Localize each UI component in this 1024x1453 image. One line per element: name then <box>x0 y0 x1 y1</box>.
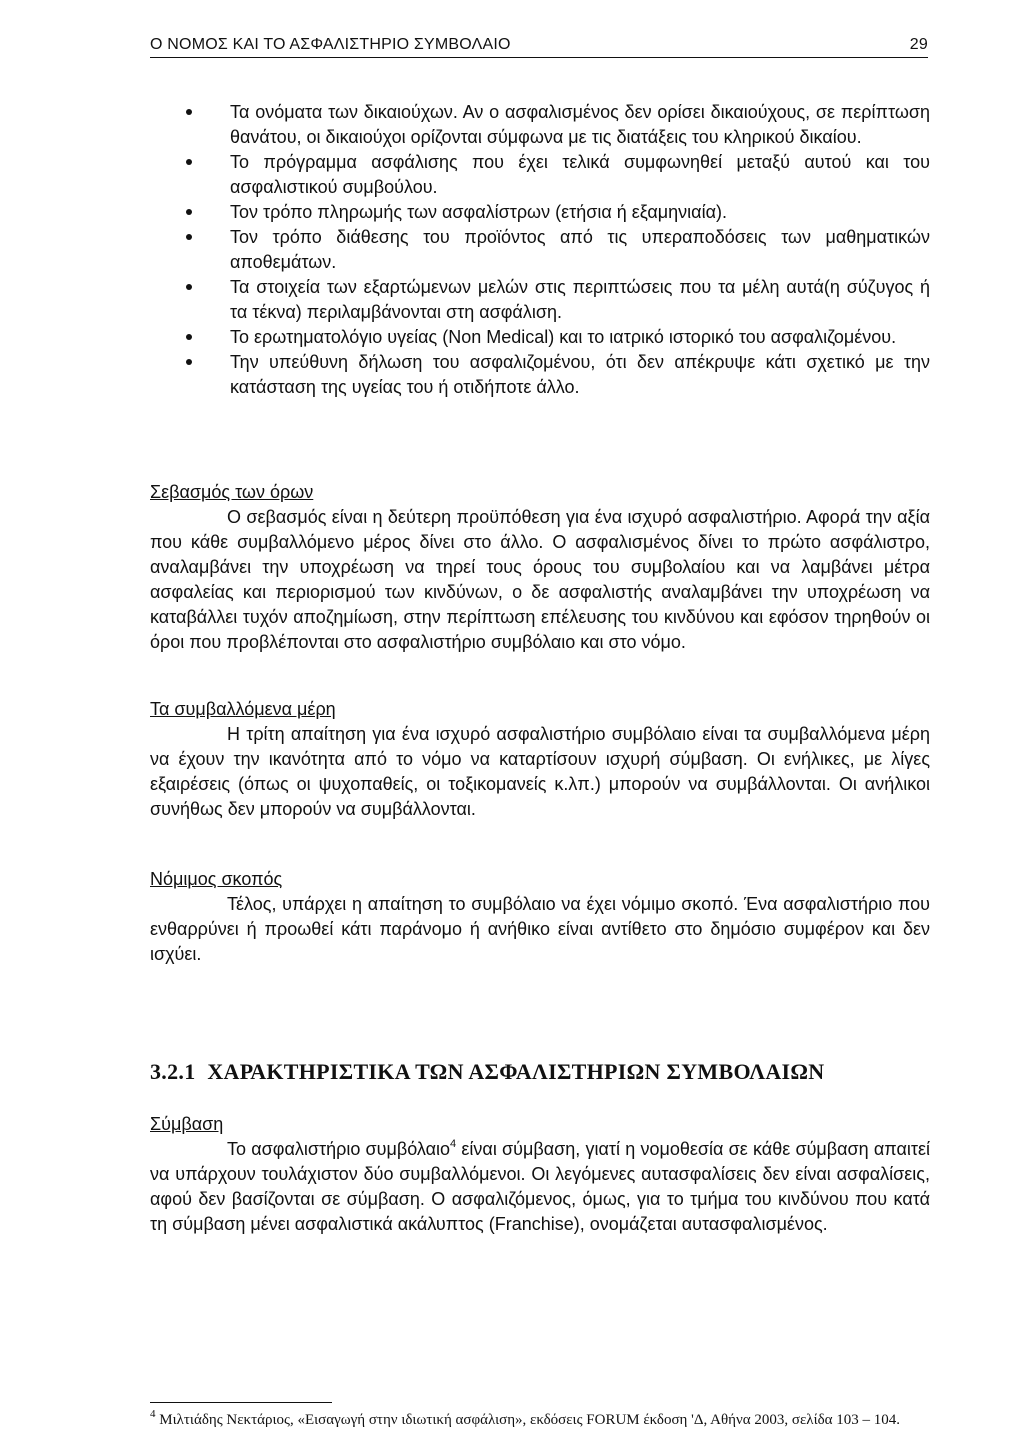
section-heading: Τα συμβαλλόμενα μέρη <box>150 699 336 719</box>
footnote-reference[interactable]: 4 <box>450 1138 457 1150</box>
section-paragraph: Τέλος, υπάρχει η απαίτηση το συμβόλαιο να έχει νόμιμο σκοπό. Ένα ασφαλιστήριο που ενθαρρύνει ή προωθεί κάτι παράνομο ή ανήθικο είναι αντίθετο στο δημόσιο συμφέρον και δεν ισχύει. <box>150 894 930 964</box>
page-number: 29 <box>909 36 928 53</box>
list-item-text: Τα στοιχεία των εξαρτώμενων μελών στις περιπτώσεις που τα μέλη αυτά(η σύζυγος ή τα τέκνα) περιλαμβάνονται στη ασφάλιση. <box>230 277 930 322</box>
paragraph-text-end: είναι σύμβαση, γιατί η νομοθεσία σε κάθε σύμβαση απαιτεί να υπάρχουν τουλάχιστον δύο συμβαλλόμενοι. Οι λεγόμενες αυτασφαλίσεις δεν είναι ασφαλίσεις, αφού δεν βασίζονται σε σύμβαση. Ο ασφαλιζόμενος, όμως, για το τμήμα του κινδύνου που κατά τη σύμβαση μένει ασφαλιστικά ακάλυπτος (Franchise), ονομάζεται αυτασφαλισμένος. <box>150 1139 930 1234</box>
bullet-icon <box>186 109 192 115</box>
footnote <box>150 1410 930 1431</box>
section-lawful-purpose <box>150 867 930 967</box>
section-heading: Νόμιμος σκοπός <box>150 869 283 889</box>
section-heading: Σεβασμός των όρων <box>150 482 314 502</box>
footnote-marker: 4 <box>150 1408 156 1420</box>
section-contract <box>150 1112 930 1237</box>
list-item-text: Την υπεύθυνη δήλωση του ασφαλιζομένου, ότι δεν απέκρυψε κάτι σχετικό με την κατάσταση της υγείας του ή οτιδήποτε άλλο. <box>230 352 930 397</box>
list-item-text: Το ερωτηματολόγιο υγείας (Non Medical) και το ιατρικό ιστορικό του ασφαλιζομένου. <box>230 327 897 347</box>
list-item <box>150 225 930 275</box>
bullet-icon <box>186 159 192 165</box>
bullet-icon <box>186 359 192 365</box>
section-respect-of-terms <box>150 480 930 655</box>
chapter-number: 3.2.1 <box>150 1059 196 1084</box>
list-item <box>150 150 930 200</box>
chapter-heading <box>150 1058 930 1086</box>
list-item <box>150 275 930 325</box>
list-item-text: Το πρόγραμμα ασφάλισης που έχει τελικά συμφωνηθεί μεταξύ αυτού και του ασφαλιστικού συμβούλου. <box>230 152 930 197</box>
list-item-text: Τον τρόπο πληρωμής των ασφαλίστρων (ετήσια ή εξαμηνιαία). <box>230 202 727 222</box>
header-title: Ο ΝΟΜΟΣ ΚΑΙ ΤΟ ΑΣΦΑΛΙΣΤΗΡΙΟ ΣΥΜΒΟΛΑΙΟ <box>150 36 511 53</box>
bullet-icon <box>186 284 192 290</box>
list-item <box>150 350 930 400</box>
bullet-icon <box>186 234 192 240</box>
section-heading: Σύμβαση <box>150 1114 224 1134</box>
chapter-title: ΧΑΡΑΚΤΗΡΙΣΤΙΚΑ ΤΩΝ ΑΣΦΑΛΙΣΤΗΡΙΩΝ ΣΥΜΒΟΛΑΙΩΝ <box>207 1059 825 1084</box>
list-item-text: Τα ονόματα των δικαιούχων. Αν ο ασφαλισμένος δεν ορίσει δικαιούχους, σε περίπτωση θανάτου, οι δικαιούχοι ορίζονται σύμφωνα με τις διατάξεις του κληρικού δικαίου. <box>230 102 930 147</box>
section-contracting-parties <box>150 697 930 822</box>
section-paragraph <box>150 1137 930 1237</box>
running-header <box>150 35 928 58</box>
paragraph-text-start: Το ασφαλιστήριο συμβόλαιο <box>227 1139 451 1159</box>
bullet-icon <box>186 209 192 215</box>
bullet-list <box>150 100 930 400</box>
section-paragraph: Η τρίτη απαίτηση για ένα ισχυρό ασφαλιστήριο συμβόλαιο είναι τα συμβαλλόμενα μέρη να έχουν την ικανότητα από το νόμο να καταρτίσουν ισχυρή σύμβαση. Οι ενήλικες, με λίγες εξαιρέσεις (όπως οι ψυχοπαθείς, οι τοξικομανείς κ.λπ.) μπορούν να συμβάλλονται. Οι ανήλικοι συνήθως δεν μπορούν να συμβάλλονται. <box>150 724 930 819</box>
list-item-text: Τον τρόπο διάθεσης του προϊόντος από τις υπεραποδόσεις των μαθηματικών αποθεμάτων. <box>230 227 930 272</box>
bullet-icon <box>186 334 192 340</box>
footnote-text: Μιλτιάδης Νεκτάριος, «Εισαγωγή στην ιδιωτική ασφάλιση», εκδόσεις FORUM έκδοση 'Δ, Αθήνα 2003, σελίδα 103 – 104. <box>159 1412 901 1428</box>
list-item <box>150 100 930 150</box>
section-paragraph: Ο σεβασμός είναι η δεύτερη προϋπόθεση για ένα ισχυρό ασφαλιστήριο. Αφορά την αξία που κάθε συμβαλλόμενο μέρος δίνει στο άλλο. Ο ασφαλισμένος δίνει το πρώτο ασφάλιστρο, αναλαμβάνει την υποχρέωση να τηρεί τους όρους του συμβολαίου και να λαμβάνει μέτρα ασφαλείας και περιορισμού των κινδύνων, ο δε ασφαλιστής αναλαμβάνει την υποχρέωση να καταβάλλει τυχόν αποζημίωση, στην περίπτωση επέλευσης του κινδύνου και εφόσον τηρηθούν οι όροι που προβλέπονται στο ασφαλιστήριο συμβόλαιο και στο νόμο. <box>150 507 930 652</box>
list-item <box>150 200 930 225</box>
footnote-divider <box>150 1402 332 1403</box>
list-item <box>150 325 930 350</box>
